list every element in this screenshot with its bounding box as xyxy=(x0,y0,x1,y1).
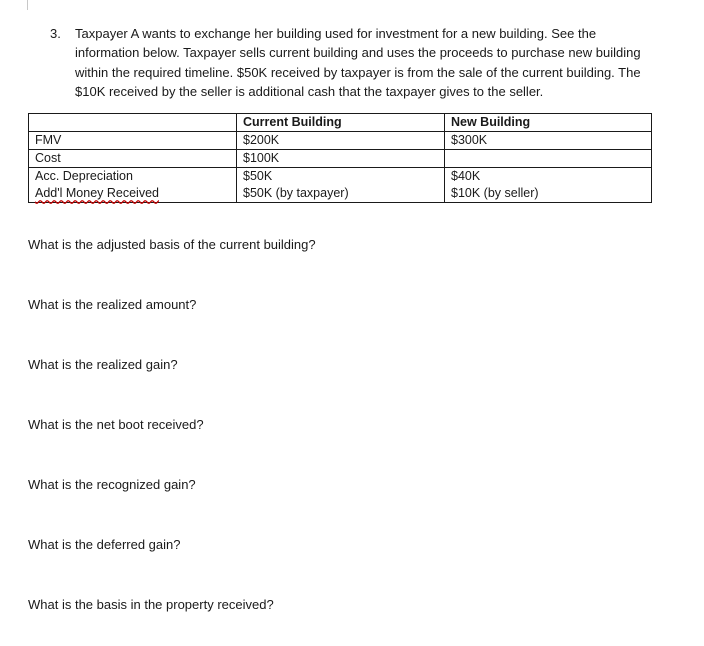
building-comparison-table xyxy=(28,113,652,203)
row-label: FMV xyxy=(29,132,237,150)
question-basis-received: What is the basis in the property received? xyxy=(28,597,274,612)
table-header-cell: New Building xyxy=(445,114,652,132)
problem-text: Taxpayer A wants to exchange her building used for investment for a new building. See the information below. Taxpayer sells current building and uses the proceeds to purchase new building within the required timeline. $50K received by taxpayer is from the sale of the current building. The $10K received by the seller is additional cash that the taxpayer gives to the seller. xyxy=(75,26,641,99)
table-header-row xyxy=(29,114,652,132)
current-building-value: $50K xyxy=(237,168,445,186)
table-row xyxy=(29,168,652,186)
table-header-cell xyxy=(29,114,237,132)
table-row xyxy=(29,132,652,150)
question-realized-gain: What is the realized gain? xyxy=(28,357,178,372)
row-label xyxy=(29,185,237,203)
current-building-value: $200K xyxy=(237,132,445,150)
question-net-boot: What is the net boot received? xyxy=(28,417,204,432)
question-deferred-gain: What is the deferred gain? xyxy=(28,537,181,552)
table-header-cell: Current Building xyxy=(237,114,445,132)
problem-number: 3. xyxy=(50,26,61,41)
new-building-value xyxy=(445,150,652,168)
row-label: Cost xyxy=(29,150,237,168)
question-adjusted-basis: What is the adjusted basis of the current building? xyxy=(28,237,316,252)
new-building-value: $300K xyxy=(445,132,652,150)
current-building-value: $50K (by taxpayer) xyxy=(237,185,445,203)
page-margin-marker xyxy=(27,0,28,10)
table-row xyxy=(29,185,652,203)
current-building-value: $100K xyxy=(237,150,445,168)
table-row xyxy=(29,150,652,168)
new-building-value: $40K xyxy=(445,168,652,186)
question-recognized-gain: What is the recognized gain? xyxy=(28,477,196,492)
new-building-value: $10K (by seller) xyxy=(445,185,652,203)
row-label: Acc. Depreciation xyxy=(29,168,237,186)
row-label-text: Add'l Money Received xyxy=(35,186,159,200)
question-realized-amount: What is the realized amount? xyxy=(28,297,197,312)
